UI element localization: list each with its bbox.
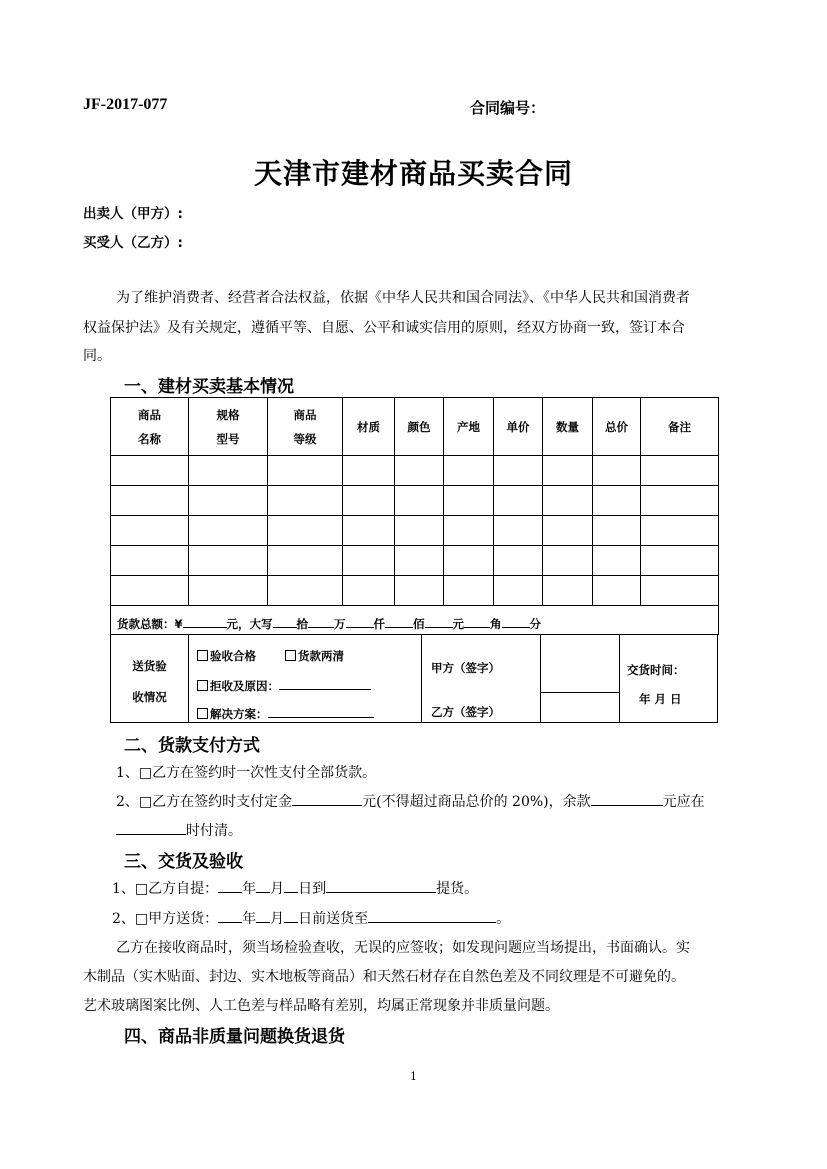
delivery-option-self-pickup: 1、□乙方自提： 年 月 日到 提货。	[112, 874, 478, 904]
payment-option-1: 1、□乙方在签约时一次性支付全部货款。	[116, 765, 377, 781]
table-header-row	[111, 398, 719, 456]
table-row	[111, 486, 719, 516]
section-4-heading: 四、商品非质量问题换货退货	[124, 1027, 345, 1047]
buyer-label: 买受人（乙方）:	[83, 235, 183, 251]
table-row	[111, 456, 719, 486]
checkbox-icon	[197, 650, 208, 661]
preamble-line-2: 权益保护法》及有关规定，遵循平等、自愿、公平和诚实信用的原则，经双方协商一致，签订本合	[83, 320, 685, 336]
column-header-material: 材质	[343, 398, 395, 456]
table-row	[111, 516, 719, 546]
column-header-grade: 商品 等级	[268, 398, 343, 456]
checkbox-payment-cleared[interactable]: 货款两清	[285, 648, 344, 664]
inspection-paragraph-line-2: 木制品（实木贴面、封边、实木地板等商品）和天然石材存在自然色差及不同纹理是不可避免的。	[83, 969, 685, 985]
page-title: 天津市建材商品买卖合同	[253, 157, 573, 190]
acceptance-label-2: 收情况	[132, 690, 167, 704]
inspection-paragraph-line-3: 艺术玻璃图案比例、人工色差与样品略有差别，均属正常现象并非质量问题。	[83, 998, 559, 1014]
contract-number-label: 合同编号：	[470, 99, 546, 117]
acceptance-block	[110, 634, 718, 723]
checkbox-icon	[197, 708, 208, 719]
payment-option-2-cont: 时付清。	[116, 816, 242, 846]
column-header-product-name: 商品 名称	[111, 398, 189, 456]
acceptance-label-1: 送货验	[132, 659, 167, 673]
party-b-signature-label: 乙方（签字）	[431, 705, 500, 719]
column-header-unit-price: 单价	[494, 398, 543, 456]
document-code: JF-2017-077	[83, 96, 168, 113]
delivery-date: 年 月 日	[639, 692, 682, 706]
goods-table	[110, 397, 719, 635]
preamble-line-1: 为了维护消费者、经营者合法权益，依据《中华人民共和国合同法》、《中华人民共和国消费者	[116, 290, 690, 306]
column-header-quantity: 数量	[543, 398, 593, 456]
checkbox-solution[interactable]: 解决方案：	[197, 706, 374, 722]
checkbox-reject-reason[interactable]: 拒收及原因：	[197, 678, 371, 694]
section-3-heading: 三、交货及验收	[124, 852, 243, 872]
table-row	[111, 546, 719, 576]
party-a-signature-label: 甲方（签字）	[431, 661, 500, 675]
preamble-line-3: 同。	[83, 348, 111, 364]
table-row	[111, 576, 719, 606]
page-number: 1	[410, 1070, 417, 1083]
delivery-option-seller-ships: 2、□甲方送货： 年 月 日前送货至 。	[112, 904, 510, 934]
checkbox-inspection-pass[interactable]: 验收合格	[197, 648, 256, 664]
column-header-color: 颜色	[395, 398, 444, 456]
column-header-remarks: 备注	[641, 398, 719, 456]
column-header-spec-model: 规格 型号	[189, 398, 268, 456]
inspection-paragraph-line-1: 乙方在接收商品时，须当场检验查收，无误的应签收；如发现问题应当场提出，书面确认。实	[116, 940, 690, 956]
checkbox-icon	[197, 680, 208, 691]
seller-label: 出卖人（甲方）:	[83, 206, 183, 222]
payment-option-2: 2、□乙方在签约时支付定金 元(不得超过商品总价的 20%)，余款 元应在	[116, 787, 705, 817]
column-header-total: 总价	[593, 398, 641, 456]
total-amount-row: 货款总额：¥ 元，大写 拾 万 仟 佰 元 角 分	[111, 606, 719, 635]
party-b-signature-field[interactable]	[541, 693, 619, 722]
delivery-time-label: 交货时间：	[627, 663, 685, 677]
section-2-heading: 二、货款支付方式	[124, 736, 260, 756]
checkbox-icon	[285, 650, 296, 661]
section-1-heading: 一、建材买卖基本情况	[124, 377, 294, 397]
party-a-signature-field[interactable]	[541, 634, 619, 692]
column-header-origin: 产地	[444, 398, 494, 456]
